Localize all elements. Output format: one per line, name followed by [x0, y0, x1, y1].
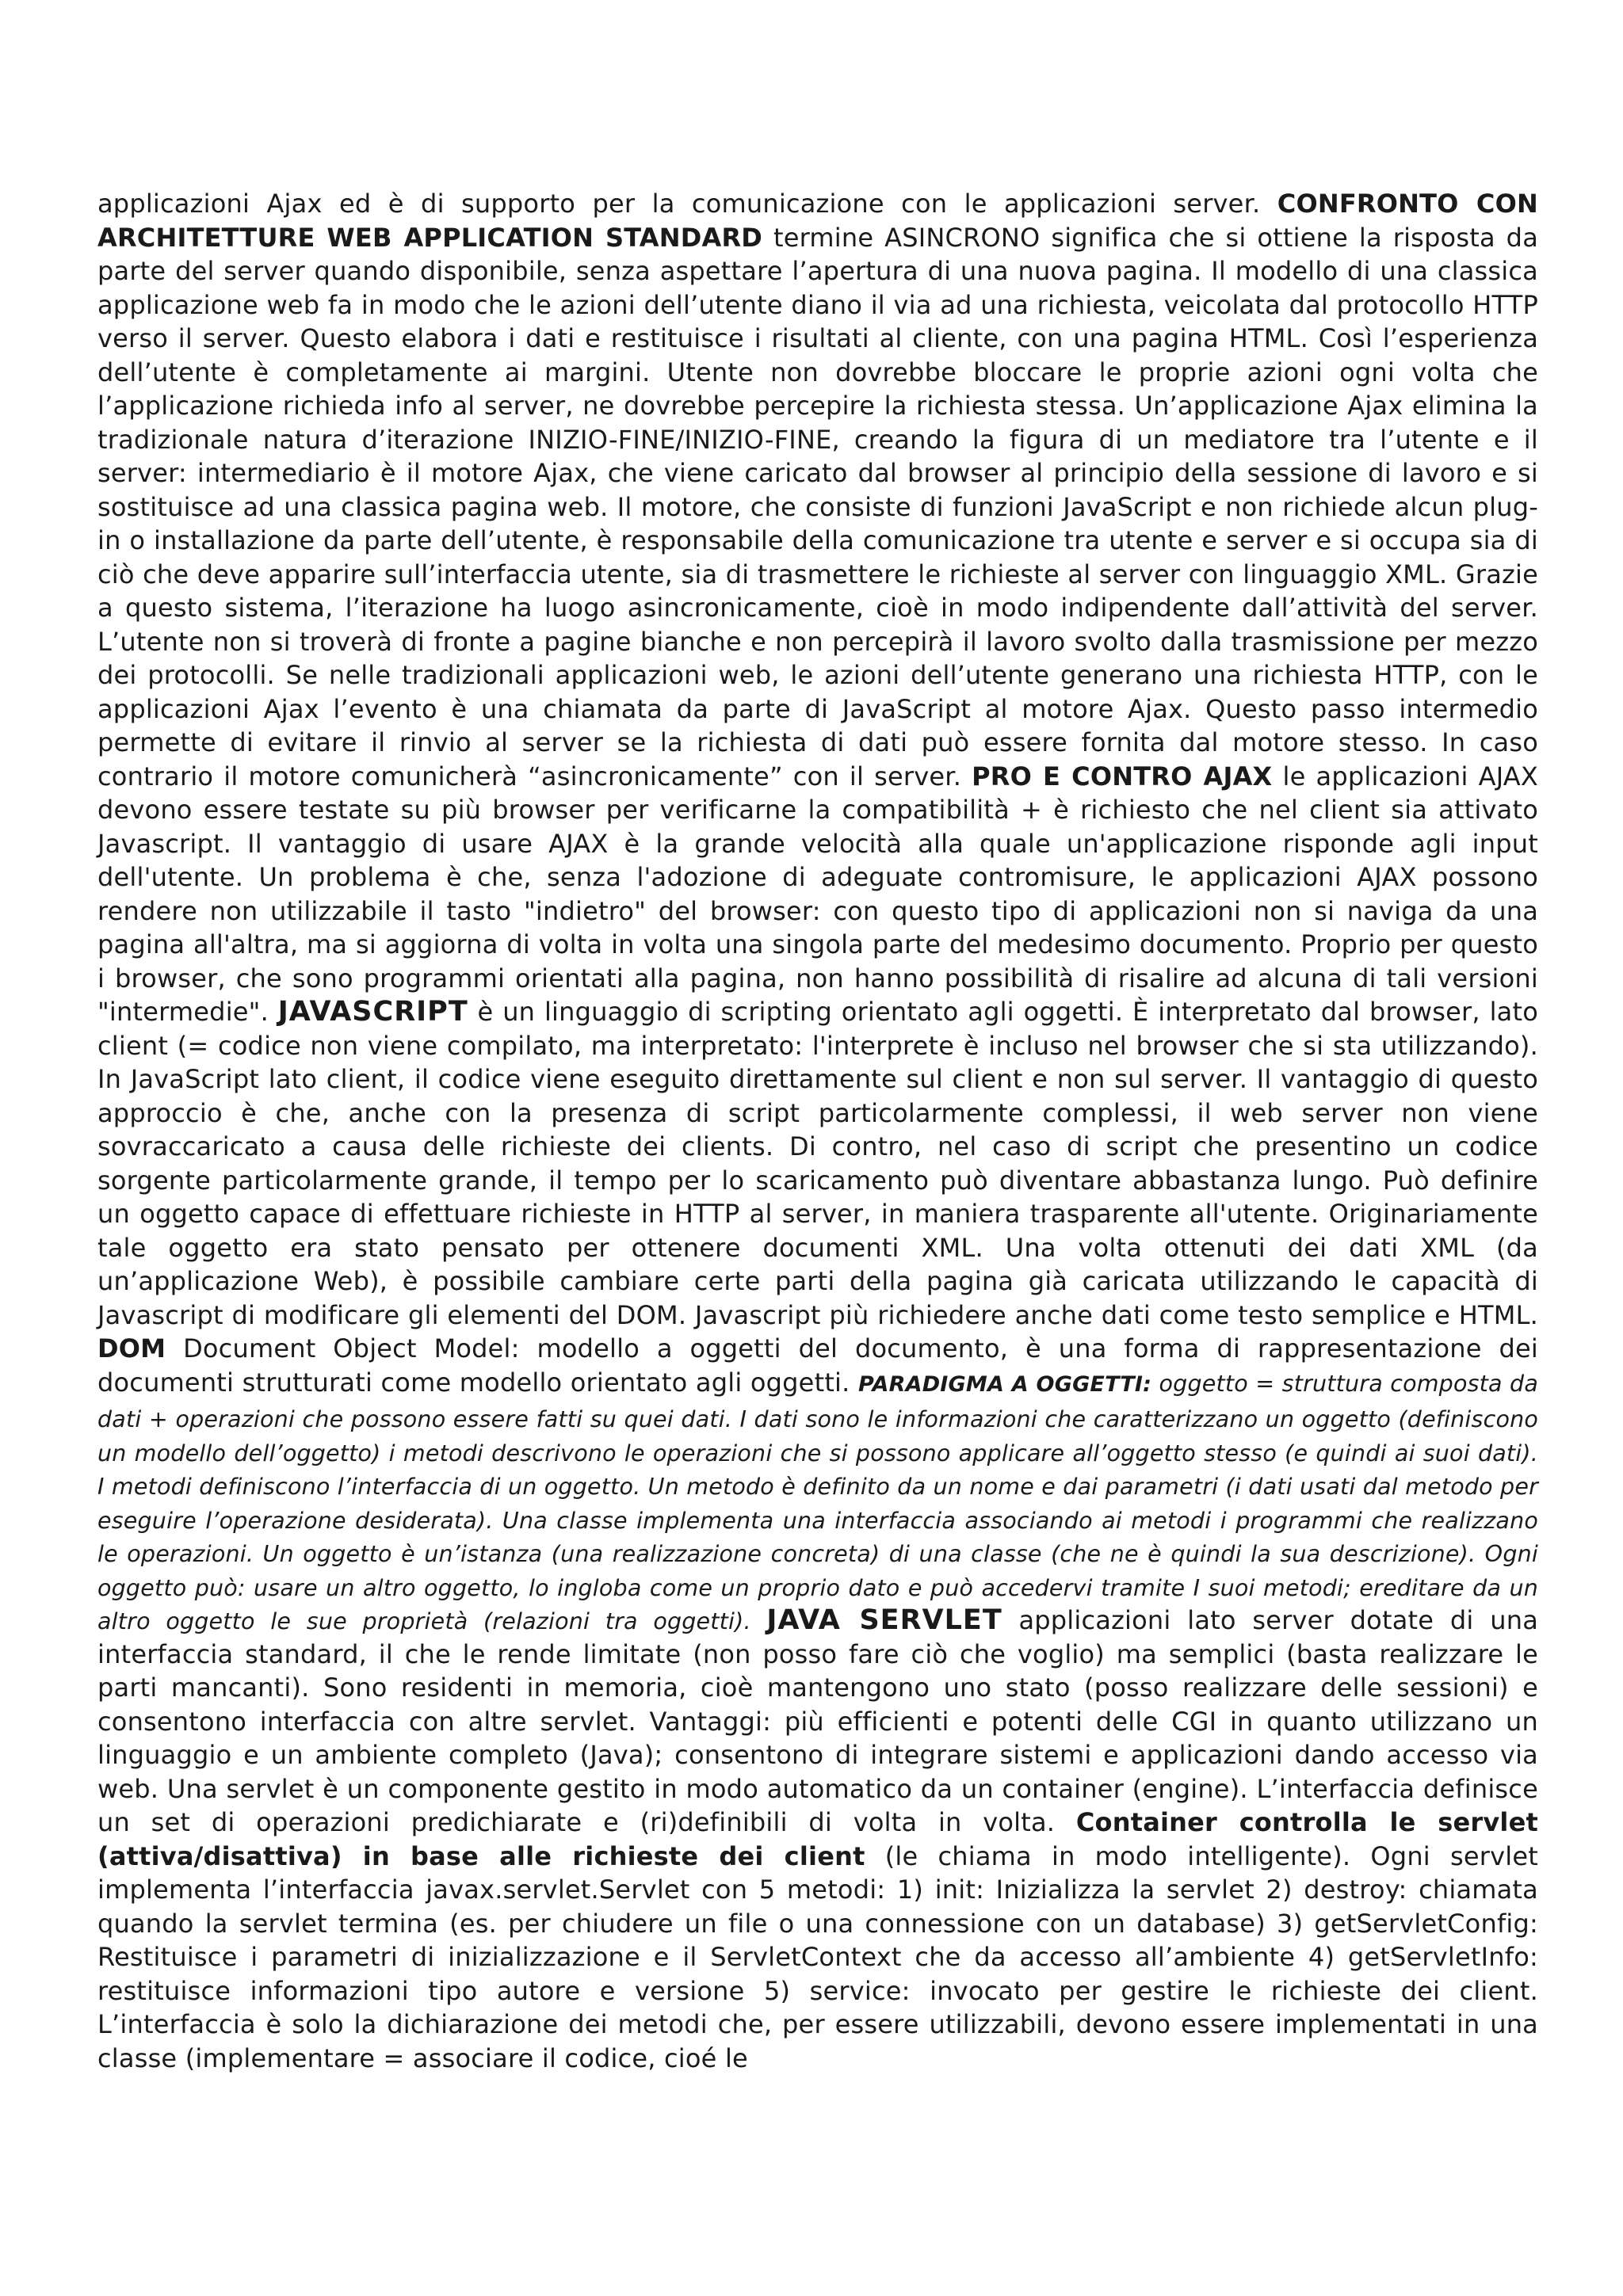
body-paragraph: [97, 187, 1538, 2075]
italic-body-text: oggetto = struttura composta da dati + operazioni che possono essere fatti su quei dati. I dati sono le informazioni che caratterizzano un oggetto (definiscono un modello dell’oggetto) i metodi descrivono le operazioni che si possono applicare all’oggetto stesso (e quindi ai suoi dati). I metodi definiscono l’interfaccia di un oggetto. Un metodo è definito da un nome e dai parametri (i dati usati dal metodo per eseguire l’operazione desiderata). Una classe implementa una interfaccia associando ai metodi i programmi che realizzano le operazioni. Un oggetto è un’istanza (una realizzazione concreta) di una classe (che ne è quindi la sua descrizione). Ogni oggetto può: usare un altro oggetto, lo ingloba come un proprio dato e può accedervi tramite I suoi metodi; ereditare da un altro oggetto le sue proprietà (relazioni tra oggetti).: [97, 1370, 1538, 1634]
body-text: (le chiama in modo intelligente). Ogni servlet implementa l’interfaccia javax.servlet.Servlet con 5 metodi: 1) init: Inizializza la servlet 2) destroy: chiamata quando la servlet termina (es. per chiudere un file o una connessione con un database) 3) getServletConfig: Restituisce i parametri di inizializzazione e il ServletContext che da accesso all’ambiente 4) getServletInfo: restituisce informazioni tipo autore e versione 5) service: invocato per gestire le richieste dei client. L’interfaccia è solo la dichiarazione dei metodi che, per essere utilizzabili, devono essere implementati in una classe (implementare = associare il codice, cioé le: [97, 1840, 1538, 2073]
section-heading-java-servlet: JAVA SERVLET: [766, 1604, 1002, 1636]
body-text: applicazioni Ajax ed è di supporto per la comunicazione con le applicazioni server.: [97, 189, 1277, 219]
body-text: è un linguaggio di scripting orientato agli oggetti. È interpretato dal browser, lato client (= codice non viene compilato, ma interpretato: l'interprete è incluso nel browser che si sta utilizzando). In JavaScript lato client, il codice viene eseguito direttamente sul client e non sul server. Il vantaggio di questo approccio è che, anche con la presenza di script particolarmente complessi, il web server non viene sovraccaricato a causa delle richieste dei clients. Di contro, nel caso di script che presentino un codice sorgente particolarmente grande, il tempo per lo scaricamento può diventare abbastanza lungo. Può definire un oggetto capace di effettuare richieste in HTTP al server, in maniera trasparente all'utente. Originariamente tale oggetto era stato pensato per ottenere documenti XML. Una volta ottenuti dei dati XML (da un’applicazione Web), è possibile cambiare certe parti della pagina già caricata utilizzando le capacità di Javascript di modificare gli elementi del DOM. Javascript più richiedere anche dati come testo semplice e HTML.: [97, 997, 1538, 1330]
section-heading-dom: DOM: [97, 1333, 166, 1363]
body-text: Document Object Model: modello a oggetti del documento, è una forma di rappresentazione dei documenti strutturati come modello orientato agli oggetti.: [97, 1333, 1538, 1398]
body-text: termine ASINCRONO significa che si ottiene la risposta da parte del server quando disponibile, senza aspettare l’apertura di una nuova pagina. Il modello di una classica applicazione web fa in modo che le azioni dell’utente diano il via ad una richiesta, veicolata dal protocollo HTTP verso il server. Questo elabora i dati e restituisce i risultati al cliente, con una pagina HTML. Così l’esperienza dell’utente è completamente ai margini. Utente non dovrebbe bloccare le proprie azioni ogni volta che l’applicazione richieda info al server, ne dovrebbe percepire la richiesta stessa. Un’applicazione Ajax elimina la tradizionale natura d’iterazione INIZIO-FINE/INIZIO-FINE, creando la figura di un mediatore tra l’utente e il server: intermediario è il motore Ajax, che viene caricato dal browser al principio della sessione di lavoro e si sostituisce ad una classica pagina web. Il motore, che consiste di funzioni JavaScript e non richiede alcun plug-in o installazione da parte dell’utente, è responsabile della comunicazione tra utente e server e si occupa sia di ciò che deve apparire sull’interfaccia utente, sia di trasmettere le richieste al server con linguaggio XML. Grazie a questo sistema, l’iterazione ha luogo asincronicamente, cioè in modo indipendente dall’attività del server. L’utente non si troverà di fronte a pagine bianche e non percepirà il lavoro svolto dalla trasmissione per mezzo dei protocolli. Se nelle tradizionali applicazioni web, le azioni dell’utente generano una richiesta HTTP, con le applicazioni Ajax l’evento è una chiamata da parte di JavaScript al motore Ajax. Questo passo intermedio permette di evitare il rinvio al server se la richiesta di dati può essere fornita dal motore stesso. In caso contrario il motore comunicherà “asincronicamente” con il server.: [97, 222, 1538, 791]
section-heading-pro-contro-ajax: PRO E CONTRO AJAX: [972, 761, 1273, 791]
section-heading-paradigma: PARADIGMA A OGGETTI:: [858, 1371, 1152, 1397]
section-heading-javascript: JAVASCRIPT: [277, 996, 468, 1028]
body-text: applicazioni lato server dotate di una interfaccia standard, il che le rende limitate (non posso fare ciò che voglio) ma semplici (basta realizzare le parti mancanti). Sono residenti in memoria, cioè mantengono uno stato (posso realizzare delle sessioni) e consentono interfaccia con altre servlet. Vantaggi: più efficienti e potenti delle CGI in quanto utilizzano un linguaggio e un ambiente completo (Java); consentono di integrare sistemi e applicazioni dando accesso via web. Una servlet è un componente gestito in modo automatico da un container (engine). L’interfaccia definisce un set di operazioni predichiarate e (ri)definibili di volta in volta.: [97, 1605, 1538, 1837]
document-page: [97, 187, 1538, 2075]
body-text: le applicazioni AJAX devono essere testate su più browser per verificarne la compatibilità + è richiesto che nel client sia attivato Javascript. Il vantaggio di usare AJAX è la grande velocità alla quale un'applicazione risponde agli input dell'utente. Un problema è che, senza l'adozione di adeguate contromisure, le applicazioni AJAX possono rendere non utilizzabile il tasto "indietro" del browser: con questo tipo di applicazioni non si naviga da una pagina all'altra, ma si aggiorna di volta in volta una singola parte del medesimo documento. Proprio per questo i browser, che sono programmi orientati alla pagina, non hanno possibilità di risalire ad alcuna di tali versioni "intermedie".: [97, 761, 1539, 1027]
bold-statement-container: Container controlla le servlet (attiva/disattiva) in base alle richieste dei client: [97, 1807, 1538, 1871]
section-heading-confronto: CONFRONTO CON ARCHITETTURE WEB APPLICATION STANDARD: [97, 189, 1538, 253]
